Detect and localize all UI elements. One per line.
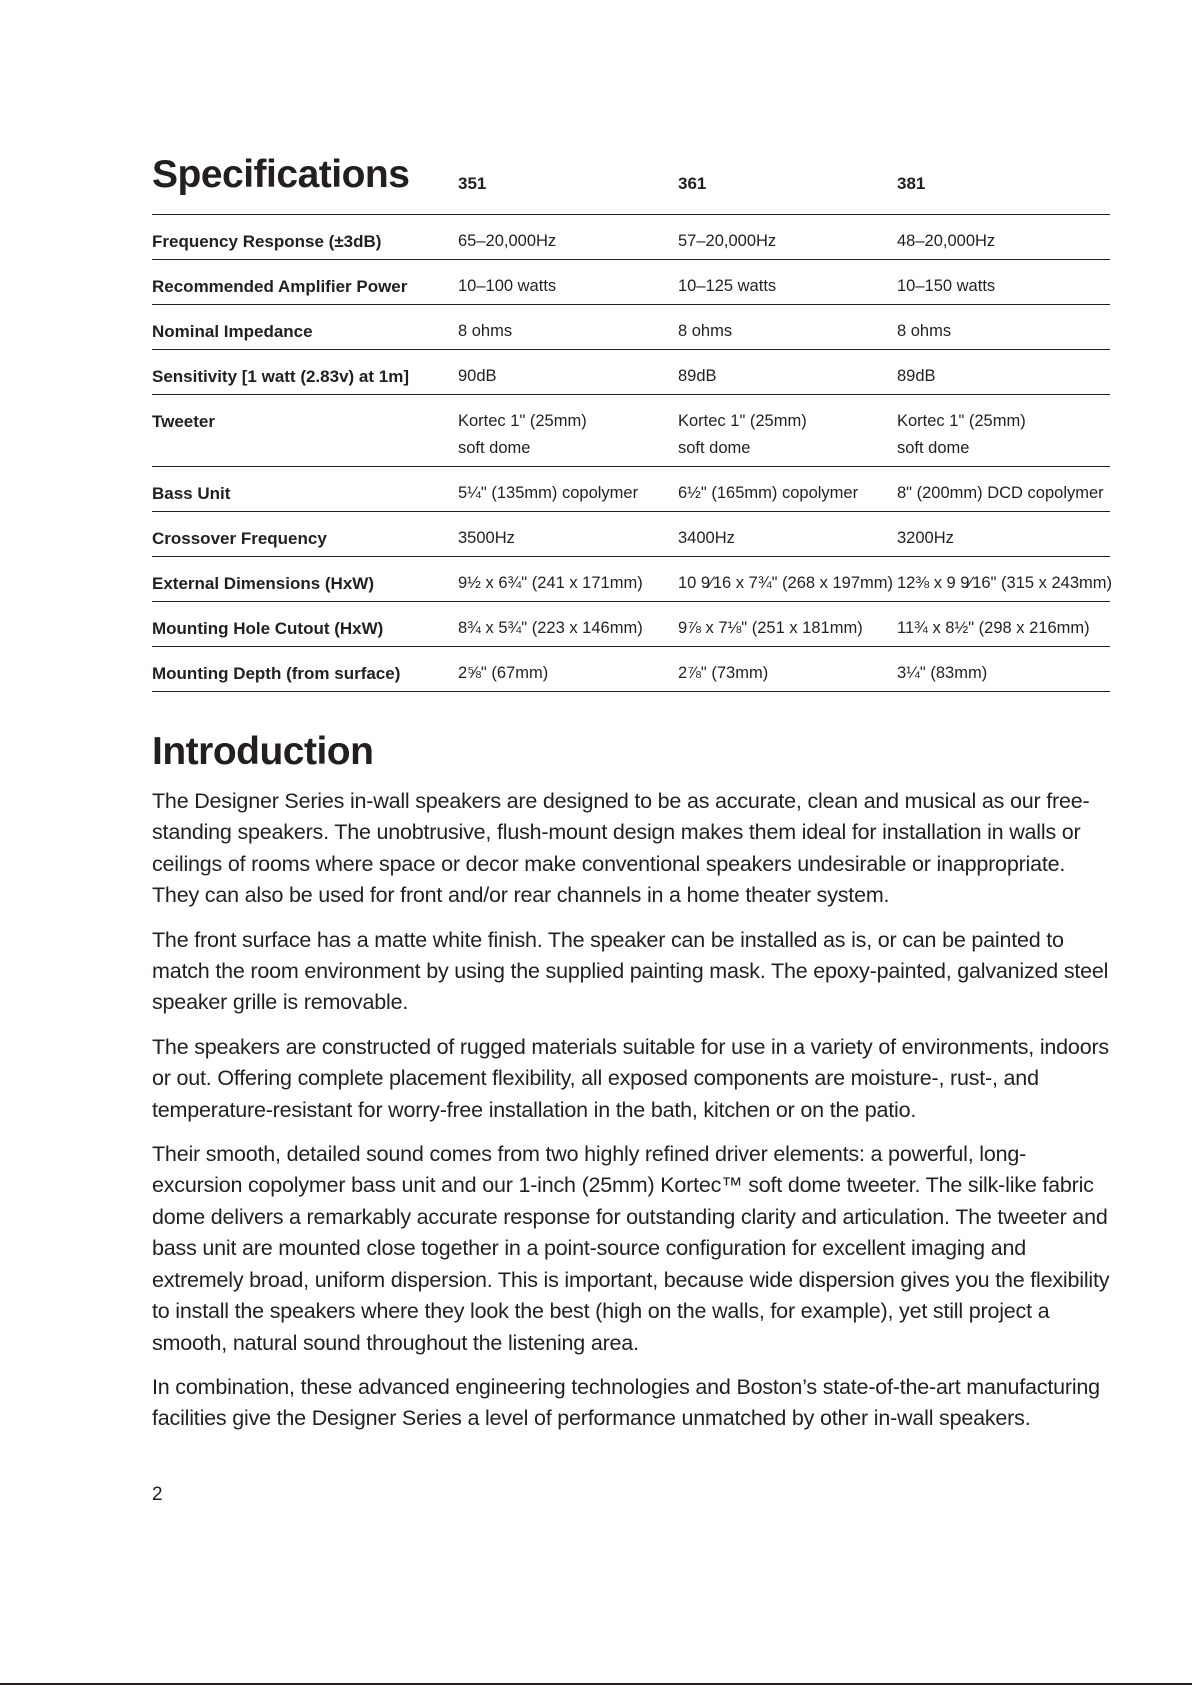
spec-row xyxy=(152,260,1110,305)
spec-row xyxy=(152,215,1110,260)
spec-row xyxy=(152,467,1110,512)
spec-value-line: 8 ohms xyxy=(897,322,952,340)
intro-paragraph-5: In combination, these advanced engineering technologies and Boston’s state-of-the-art manufacturing facilities give the Designer Series a level of performance unmatched by other in-wall speakers. xyxy=(152,1374,1100,1431)
specifications-header xyxy=(152,150,1110,215)
spec-value-line: 10 9⁄16 x 7¾" (268 x 197mm) xyxy=(678,574,893,592)
intro-paragraph-1: The Designer Series in-wall speakers are designed to be as accurate, clean and musical as our free-standing speakers. The unobtrusive, flush-mount design makes them ideal for installation in walls or ceilings of rooms where space or decor make conventional speakers undesirable or inappropriate. They can also be used for front and/or rear channels in a home theater system. xyxy=(152,789,1090,908)
spec-value-model-381 xyxy=(897,525,954,552)
spec-value-line: 6½" (165mm) copolymer xyxy=(678,484,859,502)
spec-value-model-381 xyxy=(897,480,1104,507)
spec-value-line: 89dB xyxy=(897,367,936,385)
spec-value-line: 5¼" (135mm) copolymer xyxy=(458,484,639,502)
specifications-table xyxy=(152,150,1110,692)
spec-value-line: 8¾ x 5¾" (223 x 146mm) xyxy=(458,619,643,637)
spec-value-line: 57–20,000Hz xyxy=(678,232,777,250)
spec-value-model-351 xyxy=(458,228,556,255)
spec-value-model-361 xyxy=(678,228,776,255)
introduction-section xyxy=(152,722,1114,1448)
spec-label: Mounting Hole Cutout (HxW) xyxy=(152,619,384,638)
spec-value-line: 9½ x 6¾" (241 x 171mm) xyxy=(458,574,643,592)
spec-value-model-381 xyxy=(897,408,1026,462)
specification-rows xyxy=(152,215,1110,692)
spec-value-line: 10–150 watts xyxy=(897,277,996,295)
intro-paragraph-2: The front surface has a matte white finish. The speaker can be installed as is, or can be painted to match the room environment by using the supplied painting mask. The epoxy-painted, galvanized steel speaker grille is removable. xyxy=(152,927,1109,1015)
spec-value-model-381 xyxy=(897,318,951,345)
spec-value-model-351 xyxy=(458,480,638,507)
spec-value-line: 10–125 watts xyxy=(678,277,777,295)
spec-value-model-351 xyxy=(458,363,497,390)
spec-label: Frequency Response (±3dB) xyxy=(152,232,382,251)
spec-value-model-351 xyxy=(458,615,643,642)
intro-paragraph-4: Their smooth, detailed sound comes from two highly refined driver elements: a powerful, long-excursion copolymer bass unit and our 1-inch (25mm) Kortec™ soft dome tweeter. The silk-like fabric dome delivers a remarkably accurate response for outstanding clarity and articulation. The tweeter and bass unit are mounted close together in a point-source configuration for excellent imaging and extremely broad, uniform dispersion. This is important, because wide dispersion gives you the flexibility to install the speakers where they look the best (high on the walls, for example), yet still project a smooth, natural sound throughout the listening area. xyxy=(152,1142,1110,1355)
spec-value-line: 65–20,000Hz xyxy=(458,232,557,250)
spec-value-model-381 xyxy=(897,660,987,687)
spec-value-line: 8 ohms xyxy=(458,322,513,340)
spec-value-model-381 xyxy=(897,615,1090,642)
spec-label: Sensitivity [1 watt (2.83v) at 1m] xyxy=(152,367,409,386)
spec-value-model-351 xyxy=(458,660,548,687)
spec-row xyxy=(152,512,1110,557)
spec-value-line: 9⅞ x 7⅛" (251 x 181mm) xyxy=(678,619,863,637)
intro-paragraph-3: The speakers are constructed of rugged materials suitable for use in a variety of environments, indoors or out. Offering complete placement flexibility, all exposed components are moisture-, rust-, and temperature-resistant for worry-free installation in the bath, kitchen or on the patio. xyxy=(152,1034,1109,1122)
spec-value-line: 3500Hz xyxy=(458,529,515,547)
spec-value-model-361 xyxy=(678,615,863,642)
introduction-title: Introduction xyxy=(152,730,374,773)
spec-value-model-361 xyxy=(678,408,807,462)
spec-row xyxy=(152,395,1110,467)
spec-value-model-351 xyxy=(458,318,512,345)
spec-value-model-361 xyxy=(678,480,858,507)
spec-value-line: 48–20,000Hz xyxy=(897,232,996,250)
spec-value-line: 3200Hz xyxy=(897,529,954,547)
spec-value-model-361 xyxy=(678,273,776,300)
spec-value-line: Kortec 1" (25mm) xyxy=(897,412,1026,430)
spec-value-model-381 xyxy=(897,228,995,255)
spec-value-line: soft dome xyxy=(678,439,751,457)
spec-value-line: 8" (200mm) DCD copolymer xyxy=(897,484,1104,502)
spec-value-model-361 xyxy=(678,525,735,552)
spec-label: Mounting Depth (from surface) xyxy=(152,664,401,683)
spec-value-line: 3¼" (83mm) xyxy=(897,664,988,682)
spec-value-model-381 xyxy=(897,273,995,300)
specifications-title: Specifications xyxy=(152,153,410,196)
spec-label: External Dimensions (HxW) xyxy=(152,574,374,593)
spec-value-line: Kortec 1" (25mm) xyxy=(678,412,807,430)
spec-value-model-361 xyxy=(678,570,893,597)
spec-value-line: 10–100 watts xyxy=(458,277,557,295)
spec-value-model-381 xyxy=(897,570,1112,597)
model-351-header: 351 xyxy=(458,174,487,193)
spec-label: Tweeter xyxy=(152,412,215,431)
spec-value-line: 2⅞" (73mm) xyxy=(678,664,769,682)
spec-value-model-361 xyxy=(678,363,717,390)
page-number: 2 xyxy=(152,1484,163,1505)
spec-value-line: 11¾ x 8½" (298 x 216mm) xyxy=(897,619,1090,637)
spec-value-line: 90dB xyxy=(458,367,497,385)
spec-value-line: 2⅝" (67mm) xyxy=(458,664,549,682)
spec-value-line: soft dome xyxy=(897,439,970,457)
spec-value-line: Kortec 1" (25mm) xyxy=(458,412,587,430)
spec-value-line: soft dome xyxy=(458,439,531,457)
spec-value-model-351 xyxy=(458,570,643,597)
spec-value-model-351 xyxy=(458,273,556,300)
spec-value-model-351 xyxy=(458,408,587,462)
spec-row xyxy=(152,557,1110,602)
spec-row xyxy=(152,647,1110,692)
spec-row xyxy=(152,350,1110,395)
spec-row xyxy=(152,602,1110,647)
model-361-header: 361 xyxy=(678,174,707,193)
spec-label: Nominal Impedance xyxy=(152,322,313,341)
spec-row xyxy=(152,305,1110,350)
spec-value-model-381 xyxy=(897,363,936,390)
spec-value-model-361 xyxy=(678,660,768,687)
spec-value-line: 12⅜ x 9 9⁄16" (315 x 243mm) xyxy=(897,574,1112,592)
spec-label: Recommended Amplifier Power xyxy=(152,277,408,296)
spec-value-model-361 xyxy=(678,318,732,345)
spec-label: Bass Unit xyxy=(152,484,231,503)
spec-value-model-351 xyxy=(458,525,515,552)
spec-value-line: 8 ohms xyxy=(678,322,733,340)
spec-value-line: 3400Hz xyxy=(678,529,735,547)
spec-label: Crossover Frequency xyxy=(152,529,327,548)
spec-value-line: 89dB xyxy=(678,367,717,385)
model-381-header: 381 xyxy=(897,174,926,193)
